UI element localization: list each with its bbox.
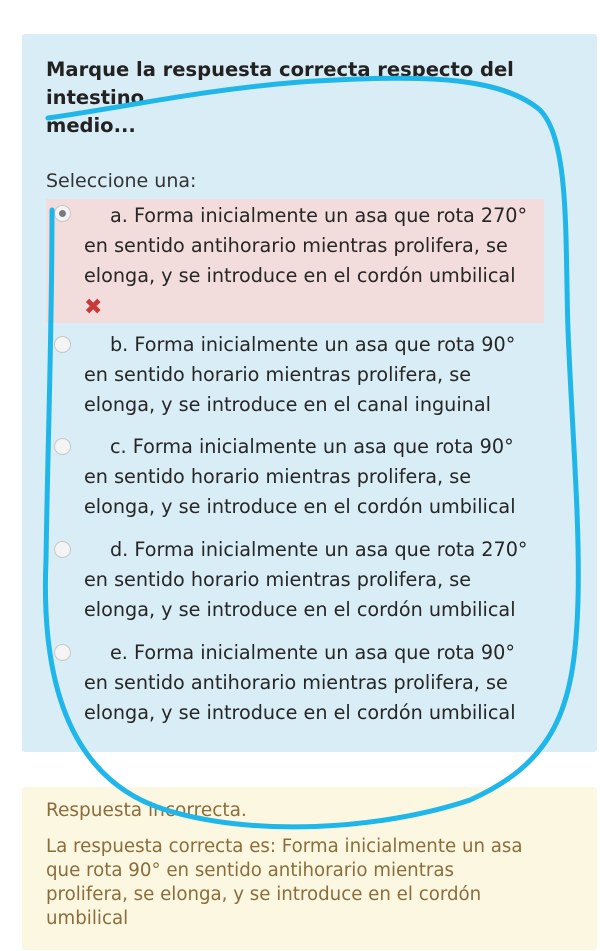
- option-text-line: elonga, y se introduce en el cordón umbilical: [84, 598, 516, 622]
- option-text-line: elonga, y se introduce en el cordón umbilical: [84, 495, 516, 519]
- option-text-line: en sentido horario mientras prolifera, se: [84, 363, 472, 387]
- correct-answer-line: que rota 90° en sentido antihorario mientras: [46, 860, 454, 881]
- option-text-line: b. Forma inicialmente un asa que rota 90°: [110, 333, 516, 356]
- option-text-line: en sentido antihorario mientras prolifera, se: [84, 671, 508, 695]
- radio-button[interactable]: [54, 644, 71, 661]
- question-title-line: Marque la respuesta correcta respecto del intestino: [46, 58, 514, 109]
- option-text-line: a. Forma inicialmente un asa que rota 270°: [110, 204, 528, 227]
- option-text-line: elonga, y se introduce en el canal inguinal: [84, 393, 491, 417]
- option-text-line: c. Forma inicialmente un asa que rota 90°: [110, 435, 514, 458]
- option-text-line: en sentido horario mientras prolifera, se: [84, 568, 472, 592]
- option-text-line: en sentido horario mientras prolifera, se: [84, 465, 472, 489]
- option-text-line: en sentido antihorario mientras prolifera, se: [84, 234, 508, 258]
- radio-button[interactable]: [54, 438, 71, 455]
- option-text-line: elonga, y se introduce en el cordón umbilical: [84, 701, 516, 725]
- question-title: [46, 56, 536, 140]
- option-text-line: d. Forma inicialmente un asa que rota 270°: [110, 538, 528, 561]
- option-a[interactable]: [46, 199, 544, 323]
- correct-answer-line: prolifera, se elonga, y se introduce en el cordón: [46, 884, 482, 905]
- correct-answer-line: umbilical: [46, 908, 129, 929]
- radio-button[interactable]: [54, 336, 71, 353]
- option-text-line: e. Forma inicialmente un asa que rota 90°: [110, 641, 515, 664]
- radio-button[interactable]: [54, 541, 71, 558]
- question-title-line: medio...: [46, 114, 136, 137]
- option-b[interactable]: [46, 330, 544, 421]
- option-text-line: elonga, y se introduce en el cordón umbilical: [84, 264, 516, 288]
- feedback-state: Respuesta incorrecta.: [46, 800, 247, 821]
- option-e[interactable]: [46, 638, 544, 729]
- select-prompt: Seleccione una:: [46, 170, 197, 192]
- correct-answer-line: La respuesta correcta es: Forma inicialmente un asa: [46, 836, 523, 857]
- option-c[interactable]: [46, 432, 544, 523]
- correct-answer-text: [46, 835, 546, 931]
- option-d[interactable]: [46, 535, 544, 626]
- radio-button[interactable]: [54, 205, 71, 222]
- cross-icon: ✖: [84, 294, 103, 320]
